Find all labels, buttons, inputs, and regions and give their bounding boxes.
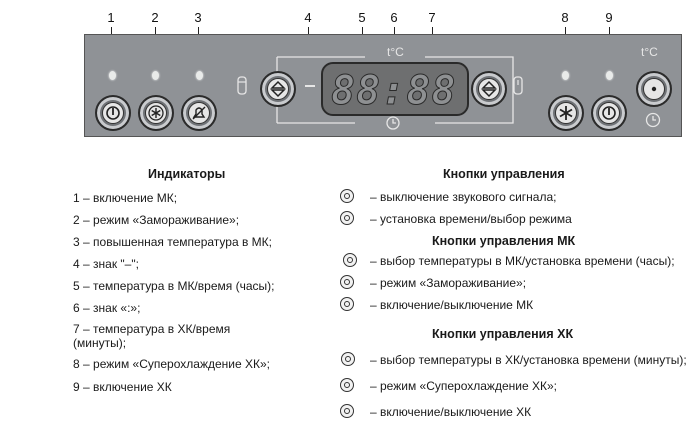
- controls-title: Кнопки управления: [443, 167, 565, 181]
- indicator-item: 5 – температура в МК/время (часы);: [73, 279, 275, 293]
- bell-off-icon: [340, 189, 354, 203]
- callout-9: 9: [605, 10, 613, 25]
- indicator-item: 7 – температура в ХК/время: [73, 322, 231, 336]
- up-down-arrow-icon: [473, 73, 505, 105]
- xk-control-item: – включение/выключение ХК: [370, 405, 532, 419]
- indicator-item: 8 – режим «Суперохлаждение ХК»;: [73, 357, 270, 371]
- callout-5: 5: [358, 10, 366, 25]
- alarm-off-button[interactable]: [181, 95, 217, 131]
- indicators-title: Индикаторы: [148, 167, 226, 181]
- control-item: – выключение звукового сигнала;: [370, 190, 557, 204]
- callout-6: 6: [390, 10, 398, 25]
- freeze-mode-button[interactable]: [138, 95, 174, 131]
- callout-1: 1: [107, 10, 115, 25]
- xk-temp-select-button[interactable]: [471, 71, 507, 107]
- snowflake-icon: [140, 97, 172, 129]
- up-down-arrow-icon: [343, 253, 357, 267]
- bell-off-icon: [183, 97, 215, 129]
- xk-power-button[interactable]: [591, 95, 627, 131]
- supercool-button[interactable]: [548, 95, 584, 131]
- power-icon: [593, 97, 625, 129]
- control-panel: [84, 34, 682, 137]
- up-down-arrow-icon: [341, 352, 355, 366]
- snowflake-icon: [340, 275, 354, 289]
- callout-8: 8: [561, 10, 569, 25]
- asterisk-icon: [550, 97, 582, 129]
- indicator-item: 9 – включение ХК: [73, 380, 172, 394]
- mk-control-item: – включение/выключение МК: [370, 298, 534, 312]
- power-icon: [340, 404, 354, 418]
- led-supercool: [562, 71, 569, 80]
- led-freeze-mode: [152, 71, 159, 80]
- digital-display: [321, 62, 469, 116]
- indicator-item: (минуты);: [73, 336, 127, 350]
- fridge-icon: [511, 75, 525, 97]
- clock-icon: [644, 111, 662, 129]
- xk-control-item: – выбор температуры в ХК/установка времени (минуты);: [370, 353, 687, 367]
- dot-icon: [340, 211, 354, 225]
- callout-4: 4: [304, 10, 312, 25]
- callout-3: 3: [194, 10, 202, 25]
- mk-controls-title: Кнопки управления МК: [432, 234, 576, 248]
- power-icon: [97, 97, 129, 129]
- display-unit-label: t°C: [387, 45, 404, 59]
- mk-control-item: – режим «Замораживание»;: [370, 276, 527, 290]
- mk-power-button[interactable]: [95, 95, 131, 131]
- clock-icon: [385, 115, 401, 131]
- led-mk-high-temp: [196, 71, 203, 80]
- power-icon: [340, 297, 354, 311]
- indicator-item: 6 – знак «:»;: [73, 301, 141, 315]
- callout-2: 2: [151, 10, 159, 25]
- display-digits: 88:88: [331, 68, 457, 114]
- indicator-item: 2 – режим «Замораживание»;: [73, 213, 240, 227]
- dot-icon: [638, 73, 670, 105]
- minus-sign-indicator: [305, 85, 315, 87]
- time-mode-button[interactable]: [636, 71, 672, 107]
- up-down-arrow-icon: [262, 73, 294, 105]
- led-xk-on: [606, 71, 613, 80]
- time-mode-unit-label: t°C: [641, 45, 658, 59]
- indicator-item: 4 – знак "–";: [73, 257, 139, 271]
- xk-control-item: – режим «Суперохлаждение ХК»;: [370, 379, 557, 393]
- mk-temp-select-button[interactable]: [260, 71, 296, 107]
- led-mk-on: [109, 71, 116, 80]
- indicator-item: 3 – повышенная температура в МК;: [73, 235, 272, 249]
- indicator-item: 1 – включение МК;: [73, 191, 178, 205]
- freezer-icon: [235, 75, 249, 97]
- control-item: – установка времени/выбор режима: [370, 212, 572, 226]
- xk-controls-title: Кнопки управления ХК: [432, 327, 574, 341]
- asterisk-icon: [340, 378, 354, 392]
- mk-control-item: – выбор температуры в МК/установка времени (часы);: [370, 254, 675, 268]
- callout-7: 7: [428, 10, 436, 25]
